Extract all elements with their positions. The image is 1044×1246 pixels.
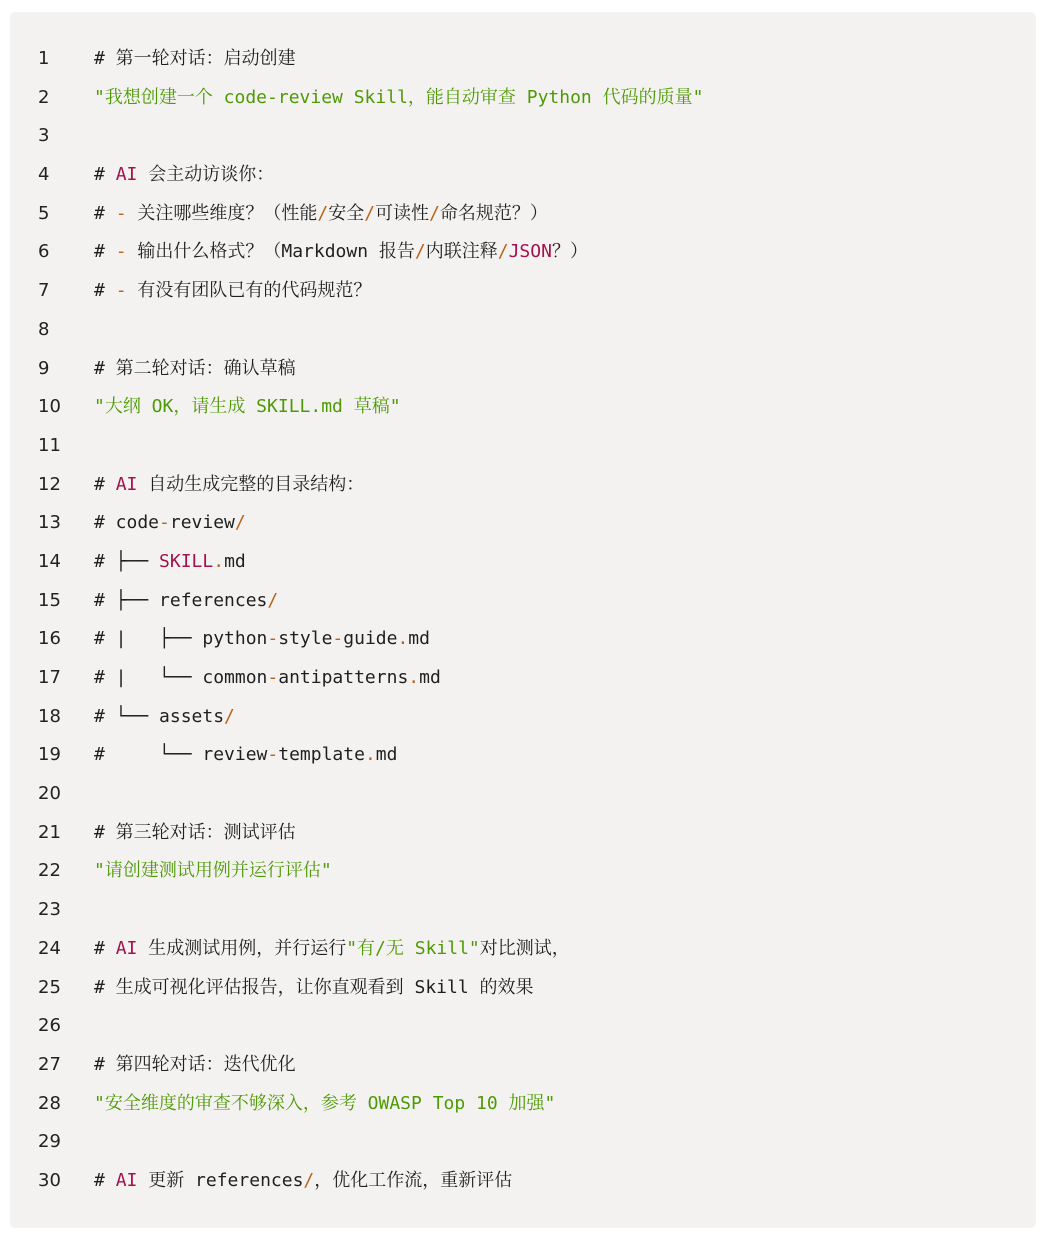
code-text xyxy=(94,620,430,659)
code-token: 更新 references xyxy=(137,1169,304,1191)
code-token: style xyxy=(278,628,333,650)
code-text xyxy=(94,40,296,79)
code-token: # xyxy=(94,202,116,224)
code-token: / xyxy=(497,241,509,263)
code-text xyxy=(94,272,371,311)
line-number: 29 xyxy=(38,1131,61,1153)
code-token: - xyxy=(115,241,127,263)
code-token: review xyxy=(169,512,235,534)
line-number: 17 xyxy=(38,667,61,688)
line-number: 27 xyxy=(38,1053,61,1075)
line-number: 6 xyxy=(38,241,50,263)
code-token: AI xyxy=(115,937,138,959)
line-number: 10 xyxy=(38,396,61,418)
code-line xyxy=(10,40,1036,79)
line-number: 14 xyxy=(38,550,61,572)
code-token: - xyxy=(267,744,279,766)
line-number: 30 xyxy=(38,1169,61,1191)
code-text xyxy=(94,659,441,698)
code-token: # xyxy=(94,473,116,495)
code-token: md xyxy=(419,667,441,688)
code-line xyxy=(10,388,1036,427)
line-number: 2 xyxy=(38,86,50,108)
code-line xyxy=(10,117,1036,156)
code-token: / xyxy=(364,202,376,224)
code-line xyxy=(10,195,1036,234)
code-line xyxy=(10,1162,1036,1201)
line-number: 3 xyxy=(38,125,50,147)
code-line xyxy=(10,466,1036,505)
code-text xyxy=(94,350,296,389)
code-token: # ├── xyxy=(94,550,160,572)
line-number: 12 xyxy=(38,473,61,495)
code-token: SKILL xyxy=(159,550,214,572)
code-token: # xyxy=(94,937,116,959)
code-token: 内联注释 xyxy=(425,241,498,263)
code-line xyxy=(10,852,1036,891)
line-number: 11 xyxy=(38,434,61,456)
code-line xyxy=(10,620,1036,659)
line-number: 18 xyxy=(38,705,61,727)
code-token: # 第一轮对话：启动创建 xyxy=(94,48,296,69)
line-number: 4 xyxy=(38,164,50,186)
code-line xyxy=(10,930,1036,969)
code-line xyxy=(10,504,1036,543)
code-token: - xyxy=(332,628,344,650)
code-token: - xyxy=(115,202,127,224)
code-token: md xyxy=(408,628,430,650)
code-token: JSON xyxy=(508,241,552,263)
line-number: 5 xyxy=(38,202,50,224)
code-line xyxy=(10,311,1036,350)
line-number: 8 xyxy=(38,318,50,340)
code-text xyxy=(94,79,703,118)
code-token: 关注哪些维度？（性能 xyxy=(126,202,318,224)
code-token: / xyxy=(234,512,246,534)
line-number: 15 xyxy=(38,589,61,611)
code-token: # xyxy=(94,1169,116,1191)
code-token: ？） xyxy=(551,241,588,263)
code-token: # 第三轮对话：测试评估 xyxy=(94,821,296,843)
line-number: 23 xyxy=(38,899,61,921)
code-text xyxy=(94,156,274,195)
code-line xyxy=(10,233,1036,272)
code-token: 会主动访谈你： xyxy=(137,164,275,186)
code-token: # xyxy=(94,241,116,263)
code-token: md xyxy=(375,744,398,766)
code-token: "我想创建一个 code-review Skill，能自动审查 Python 代码的质量" xyxy=(94,86,704,108)
code-token: 命名规范？） xyxy=(439,202,548,224)
code-line xyxy=(10,969,1036,1008)
code-text xyxy=(94,233,588,272)
code-token: . xyxy=(364,744,376,766)
code-line xyxy=(10,814,1036,853)
code-text xyxy=(94,698,235,737)
code-token: - xyxy=(115,280,127,302)
line-number: 26 xyxy=(38,1015,61,1037)
code-text xyxy=(94,736,397,775)
code-token: AI xyxy=(115,473,138,495)
code-token: ，优化工作流，重新评估 xyxy=(314,1169,513,1191)
code-token: "有/无 Skill" xyxy=(346,937,480,959)
code-line xyxy=(10,775,1036,814)
code-token: AI xyxy=(115,1169,138,1191)
code-line xyxy=(10,1123,1036,1162)
code-token: AI xyxy=(115,164,138,186)
code-line xyxy=(10,659,1036,698)
code-token: template xyxy=(278,744,365,766)
code-token: . xyxy=(408,667,420,688)
line-number: 9 xyxy=(38,357,50,379)
code-line xyxy=(10,1085,1036,1124)
code-text xyxy=(94,388,401,427)
code-token: # code xyxy=(94,512,160,534)
code-text xyxy=(94,543,246,582)
code-text xyxy=(94,852,332,891)
code-token: 生成测试用例，并行运行 xyxy=(137,937,347,959)
code-token: # └── assets xyxy=(94,705,225,727)
code-token: # 第四轮对话：迭代优化 xyxy=(94,1053,296,1075)
code-token: antipatterns xyxy=(278,667,409,688)
code-line xyxy=(10,698,1036,737)
code-token: # | └── common xyxy=(94,667,268,688)
code-token: # xyxy=(94,164,116,186)
code-text xyxy=(94,969,534,1008)
code-token: 自动生成完整的目录结构： xyxy=(137,473,365,495)
code-token: / xyxy=(414,241,426,263)
code-token: # xyxy=(94,280,116,302)
line-number: 25 xyxy=(38,976,61,998)
code-token: / xyxy=(429,202,440,224)
code-line xyxy=(10,427,1036,466)
line-number: 7 xyxy=(38,280,50,302)
code-line xyxy=(10,272,1036,311)
line-number: 16 xyxy=(38,628,61,650)
code-token: 输出什么格式？（Markdown 报告 xyxy=(126,241,415,263)
line-number: 1 xyxy=(38,48,50,69)
code-text xyxy=(94,930,570,969)
code-text xyxy=(94,1046,296,1085)
code-token: "大纲 OK，请生成 SKILL.md 草稿" xyxy=(94,396,401,418)
line-number: 19 xyxy=(38,744,61,766)
code-token: # └── review xyxy=(94,744,268,766)
code-token: / xyxy=(267,589,279,611)
code-line xyxy=(10,79,1036,118)
line-number: 13 xyxy=(38,512,61,534)
code-line xyxy=(10,891,1036,930)
code-token: - xyxy=(267,628,279,650)
code-token: guide xyxy=(343,628,398,650)
code-line xyxy=(10,582,1036,621)
code-token: 有没有团队已有的代码规范？ xyxy=(126,280,372,302)
code-line xyxy=(10,350,1036,389)
code-token: 对比测试， xyxy=(479,937,570,959)
code-token: "请创建测试用例并运行评估" xyxy=(94,860,332,882)
code-text xyxy=(94,1162,512,1201)
code-token: # 第二轮对话：确认草稿 xyxy=(94,357,296,379)
code-token: 可读性 xyxy=(375,202,430,224)
line-number: 20 xyxy=(38,783,61,805)
code-token: md xyxy=(224,550,246,572)
code-line xyxy=(10,156,1036,195)
line-number: 22 xyxy=(38,860,61,882)
code-token: "安全维度的审查不够深入，参考 OWASP Top 10 加强" xyxy=(94,1092,556,1114)
code-token: / xyxy=(303,1169,315,1191)
code-text xyxy=(94,504,246,543)
code-token: . xyxy=(213,550,225,572)
code-block xyxy=(10,12,1036,1228)
code-token: . xyxy=(397,628,409,650)
line-number: 21 xyxy=(38,821,61,843)
code-token: # | ├── python xyxy=(94,628,268,650)
code-token: 安全 xyxy=(328,202,365,224)
code-token: # 生成可视化评估报告，让你直观看到 Skill 的效果 xyxy=(94,976,534,998)
code-line xyxy=(10,543,1036,582)
code-token: # ├── references xyxy=(94,589,268,611)
code-token: - xyxy=(159,512,170,534)
code-line xyxy=(10,1007,1036,1046)
code-text xyxy=(94,1085,555,1124)
code-text xyxy=(94,582,278,621)
code-token: / xyxy=(224,705,235,727)
code-text xyxy=(94,195,548,234)
code-text xyxy=(94,466,364,505)
code-line xyxy=(10,736,1036,775)
line-number: 24 xyxy=(38,937,61,959)
code-token: - xyxy=(267,667,279,688)
line-number: 28 xyxy=(38,1092,61,1114)
code-line xyxy=(10,1046,1036,1085)
code-token: / xyxy=(317,202,329,224)
code-text xyxy=(94,814,296,853)
